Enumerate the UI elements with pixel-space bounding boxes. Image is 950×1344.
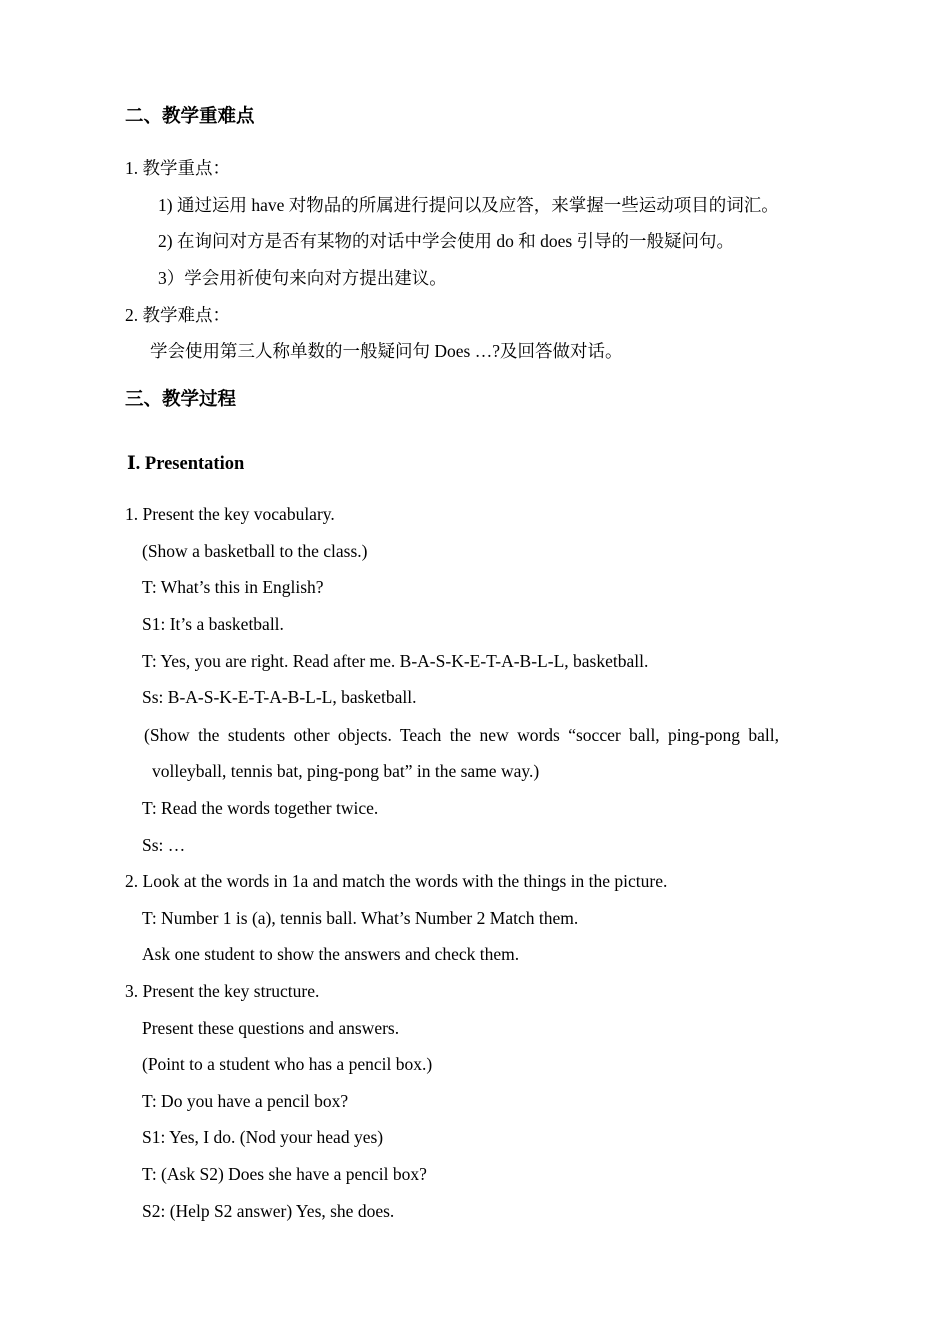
- dialogue-line: T: Do you have a pencil box?: [142, 1091, 349, 1111]
- section-heading-difficulties: 二、教学重难点: [125, 107, 255, 127]
- dialogue-line: (Show a basketball to the class.): [142, 541, 368, 561]
- subheading-presentation: Ⅰ. Presentation: [127, 454, 245, 474]
- dialogue-line: Ss: B-A-S-K-E-T-A-B-L-L, basketball.: [142, 687, 417, 707]
- dialogue-line: T: Read the words together twice.: [142, 798, 379, 818]
- key-points-label: 1. 教学重点：: [125, 158, 230, 178]
- dialogue-line: (Point to a student who has a pencil box.): [142, 1054, 433, 1074]
- dialogue-line: T: (Ask S2) Does she have a pencil box?: [142, 1164, 427, 1184]
- dialogue-line: T: Number 1 is (a), tennis ball. What’s Number 2 Match them.: [142, 908, 579, 928]
- step-title: 3. Present the key structure.: [125, 981, 320, 1001]
- difficult-points-text: 学会使用第三人称单数的一般疑问句 Does …?及回答做对话。: [150, 341, 623, 361]
- dialogue-line: volleyball, tennis bat, ping-pong bat” in the same way.): [152, 761, 540, 781]
- dialogue-line: Ss: …: [142, 835, 186, 855]
- step-title: 2. Look at the words in 1a and match the words with the things in the picture.: [125, 871, 668, 891]
- dialogue-line: (Show the students other objects. Teach the new words “soccer ball, ping-pong ball,: [144, 725, 779, 745]
- dialogue-line: S1: Yes, I do. (Nod your head yes): [142, 1127, 384, 1147]
- dialogue-line: S1: It’s a basketball.: [142, 614, 284, 634]
- dialogue-line: T: What’s this in English?: [142, 577, 324, 597]
- key-point-item: 2) 在询问对方是否有某物的对话中学会使用 do 和 does 引导的一般疑问句。: [158, 231, 735, 251]
- dialogue-line: T: Yes, you are right. Read after me. B-A-S-K-E-T-A-B-L-L, basketball.: [142, 651, 649, 671]
- key-point-item: 3）学会用祈使句来向对方提出建议。: [158, 268, 447, 288]
- dialogue-line: Present these questions and answers.: [142, 1018, 400, 1038]
- section-heading-process: 三、教学过程: [125, 390, 237, 410]
- difficult-points-label: 2. 教学难点：: [125, 305, 230, 325]
- step-title: 1. Present the key vocabulary.: [125, 504, 335, 524]
- dialogue-line: S2: (Help S2 answer) Yes, she does.: [142, 1201, 395, 1221]
- key-point-item: 1) 通过运用 have 对物品的所属进行提问以及应答，来掌握一些运动项目的词汇。: [158, 195, 779, 215]
- dialogue-line: Ask one student to show the answers and check them.: [142, 944, 520, 964]
